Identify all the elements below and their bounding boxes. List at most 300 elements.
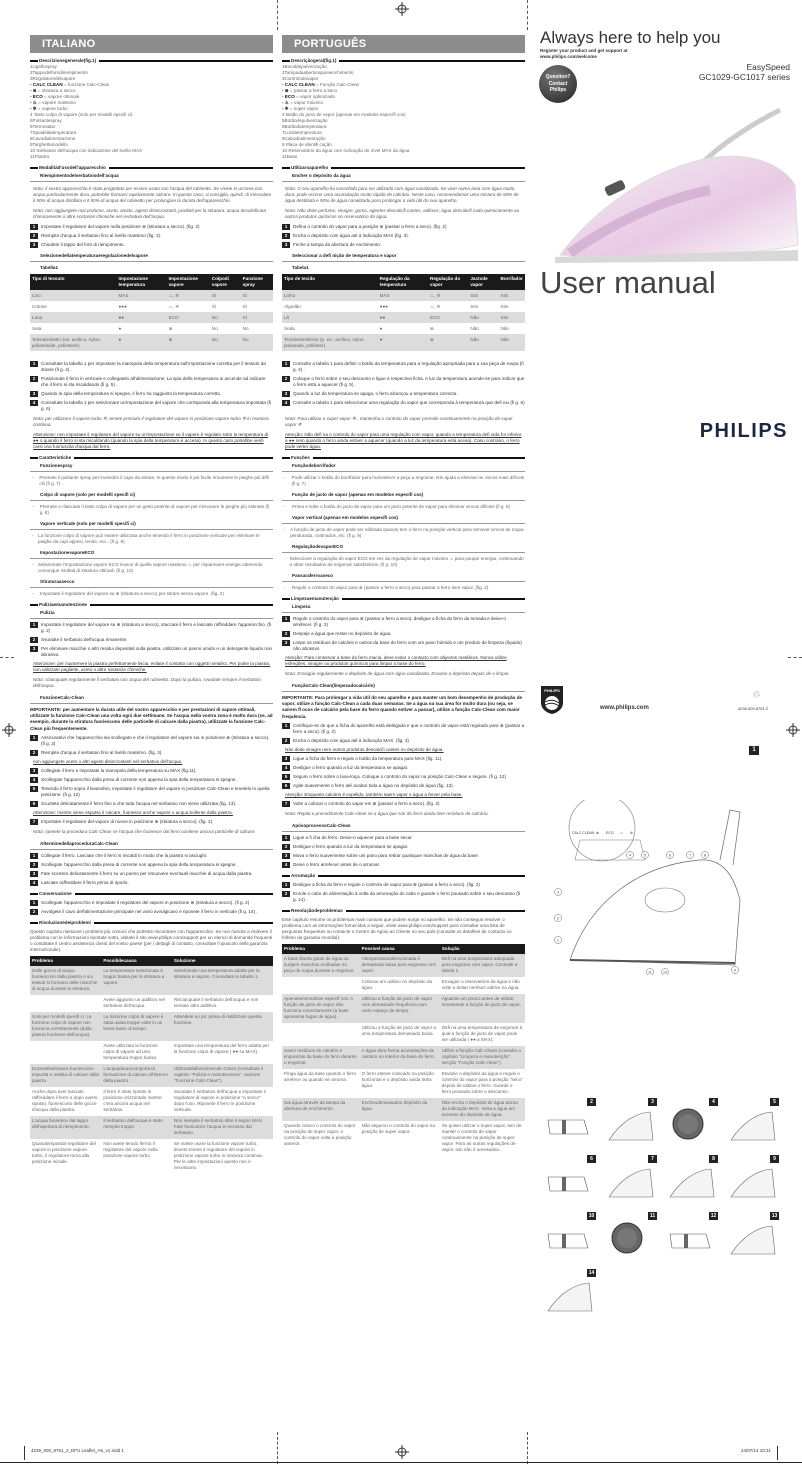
fold-mark xyxy=(0,657,14,658)
bullet-text: A função de jacto de vapor pode ser utilizada quando tem o ferro na posição vertical para remover vincos de roupa pendurada, cortinados, etc. (fi g. 9) . xyxy=(290,527,524,538)
table-row xyxy=(282,977,525,994)
step-text: Regule o controlo do vapor para ⊗ (passar a ferro a seco), desligue a ficha do ferro da tomada e deixe-o arrefecer. (fi g. 2) xyxy=(293,616,506,627)
column-header: Solução xyxy=(440,944,525,954)
step-text: Ligue a fi cha do ferro. Deixe-o aquecer para a base secar. xyxy=(293,834,413,840)
table-cell: No xyxy=(211,325,218,331)
step-text: Lasciate raffreddare il ferro prima di riporlo. xyxy=(41,879,129,885)
bullet-dash: - xyxy=(32,591,34,596)
table-cell: Risciacquate il serbatoio dell'acqua e non versate altro additivo. xyxy=(173,997,259,1009)
item-text: 11Base xyxy=(282,154,298,159)
warning-text: Attenzione: non impostate il regolatore del vapore su un'impostazione se il vapore è regolato sotto la temperatura di ●● o quando il ferro si sta riscaldando (quando la spia della temperatura è accesa). In questo caso potrebbe verifi carsi una fuoriuscita d'acqua dal ferro. xyxy=(33,432,269,449)
table-row xyxy=(282,301,525,312)
item-key: - ✲ xyxy=(30,106,37,111)
callout-6 xyxy=(667,852,674,859)
step-text: Riempite d'acqua il serbatoio fino al livello massimo (fig. 3). xyxy=(41,233,162,238)
table-cell: A água dura forma acumulações de calcário no interior da base do ferro. xyxy=(360,1046,440,1069)
section-heading: Resoluçãodeproblemas xyxy=(282,908,525,914)
column-header: Tipo di tessuto xyxy=(30,274,117,290)
svg-text:10: 10 xyxy=(663,970,667,975)
step-item xyxy=(282,631,525,637)
svg-text:4: 4 xyxy=(629,853,631,858)
callout-7 xyxy=(687,852,694,859)
table-cell: Il serbatoio dell'acqua è stato riempito troppo. xyxy=(101,1116,172,1139)
column-header: Impostazione temperatura xyxy=(117,274,167,290)
step-number: 2 xyxy=(282,631,290,637)
table-cell: Delle gocce di acqua fuoriescono dalla piastra o sui tessuti si formano delle macchie di acqua durante la stiratura. xyxy=(30,966,101,995)
step-item xyxy=(30,735,273,747)
table-cell: Attendete un po' prima di riutilizzare questa funzione. xyxy=(172,1012,273,1041)
step-item xyxy=(30,819,273,825)
section-heading: Descrizionegenerale(fig.1) xyxy=(30,58,273,64)
table-row xyxy=(282,312,525,323)
subsection-heading: Passaraferroaseco xyxy=(282,571,525,582)
section-heading: Arrumação xyxy=(282,873,525,879)
column-header: Jactode vapor xyxy=(468,274,498,290)
item-text: = super vapor xyxy=(288,106,319,111)
note-text: Nota: Enxagúe regularmente o depósito de água com água canalizada. Esvazie o depósito depois de o limpar. xyxy=(285,671,510,676)
table-row xyxy=(30,312,273,323)
item-text: = vapore ottimale xyxy=(42,94,80,99)
figure-number: 6 xyxy=(587,1155,596,1163)
table-cell: Lino xyxy=(30,290,117,301)
table-cell: No xyxy=(242,325,249,331)
table-cell: Sì xyxy=(241,290,273,301)
table-cell: Não xyxy=(468,334,498,351)
dial-label: ✲ xyxy=(630,831,633,835)
table-cell: Sim xyxy=(468,290,498,301)
item-text: = vapore massimo xyxy=(36,100,76,105)
table-cell: ♨, ✲ xyxy=(430,303,441,309)
item-text: = vapor optimizado xyxy=(294,94,335,99)
item-text: 7Luzdatemperatura xyxy=(282,130,322,135)
table-row xyxy=(30,1087,273,1116)
item-text: 1Ugellospray xyxy=(30,64,57,69)
column-header: Regulação do vapor xyxy=(428,274,468,290)
table-cell: Não segurou o controlo do vapor na posição de super vapor. xyxy=(361,1123,435,1135)
step-number: 2 xyxy=(30,637,38,643)
step-number: 4 xyxy=(282,765,290,771)
data-table xyxy=(30,274,273,351)
step-text: Quando la spia della temperatura si spegne, il ferro ha raggiunto la temperatura corretta. xyxy=(41,391,222,396)
bullet-item xyxy=(284,504,525,510)
contact-philips-badge xyxy=(539,65,577,103)
figure-11 xyxy=(605,1212,657,1260)
step-number: 1 xyxy=(30,361,38,367)
table-cell: Impostate una temperatura del ferro adatta per la funzione colpo di vapore ( ●● su MAX). xyxy=(173,1043,270,1055)
subsection-heading: ApósoprocessoCalc-Clean xyxy=(282,821,525,832)
step-item xyxy=(282,844,525,850)
table-cell: Se quiser utilizar o super vapor, tem de manter o controlo de vapor continuamente na posição de super vapor. Para as outras regulações de vapor, isto não é necessário. xyxy=(441,1123,522,1153)
paragraph: Questo capitolo riassume i problemi più comuni che potreste riscontrare con l'apparecchio. Se non riuscite a risolvere il problema con le informazioni riportate sotto, visitate il sito www.philips.com/support per un elenco di domande frequenti o contattate il centro assistenza clienti del vostro paese (per i dettagli di contatto, consultate l'opuscolo della garanzia internazionale). xyxy=(30,928,273,952)
table-cell: Utilizou a função de jacto de vapor a uma temperatura demasiado baixa. xyxy=(361,1025,436,1037)
figure-number: 2 xyxy=(587,1098,596,1106)
step-number: 6 xyxy=(30,801,38,807)
bullet-text: La funzione colpo di vapore può essere utilizzata anche tenendo il ferro in posizione verticale per eliminare le pieghe da capi appesi, tende, ecc.. (fi g. 9) . xyxy=(38,533,260,544)
language-header-portuguese: PORTUGUÊS xyxy=(282,35,525,53)
dial-label: ECO xyxy=(606,831,614,835)
bullet-item xyxy=(32,475,273,487)
bullet-text: Pode utilizar o botão do borrifador para humedecer a peça a engomar. Isto ajuda a eliminar os vincos mais difíceis (fi g. 7) . xyxy=(291,475,525,486)
step-number: 3 xyxy=(30,391,38,397)
note-text: Nota: sciacquate regolarmente il serbatoio con acqua del rubinetto. Dopo la pulizia, svuotate sempre il serbatoio dell'acqua. xyxy=(33,677,261,688)
table-cell: Tecidossintéticos (p. ex.: acrílico, nylon, poliamida, poliéster). xyxy=(282,334,378,351)
column-header: Tipo de tecido xyxy=(282,274,378,290)
warning-text: Attenzione: per mantenere la piastra perfettamente liscia, evitate il contatto con oggetti metallici. Per pulire la piastra, non utilizzate pagliette, aceto o altre sostanze chimiche. xyxy=(33,661,271,672)
step-item xyxy=(282,738,525,744)
item-text: 7Spiadellatemperatura xyxy=(30,130,77,135)
product-name xyxy=(699,62,790,82)
subsection-heading: RegulaçãodevaporECO xyxy=(282,542,525,553)
bullet-dash: - xyxy=(284,504,286,509)
step-number: 2 xyxy=(30,376,38,382)
callout-11 xyxy=(647,969,654,976)
table-cell: ●● xyxy=(378,312,428,323)
column-header: Colpodi vapore xyxy=(210,274,241,290)
step-item xyxy=(282,801,525,807)
step-item xyxy=(30,637,273,643)
table-cell: Sim xyxy=(499,312,526,323)
step-text: Riempite d'acqua il serbatoio fino al livello massimo. (fig. 3) xyxy=(41,749,162,755)
bullet-dash: - xyxy=(284,585,286,590)
step-item xyxy=(30,786,273,798)
page-edge xyxy=(0,1462,802,1463)
step-item xyxy=(282,862,525,868)
item-text: 10 Reservatório da água com indicação do nível MAX da água xyxy=(282,148,410,153)
table-cell: ● xyxy=(117,334,167,351)
step-text: Chiudete il tappo del foro di riempimento. xyxy=(41,242,125,247)
warning-text: non aggiungete aceto o altri agenti disincrostanti nel serbatoio dell'acqua. xyxy=(33,758,183,764)
important-text: IMPORTANTE: Para prolongar a vida útil do seu aparelho e para manter um bom desempenho de produção de vapor, utilize a função Calc-Clean a cada duas semanas. Se a água na sua área for muito dura (ou seja, se saírem fl ocos de calcário pela base do ferro quando estiver a passar), utilize a função Calc-Clean com maior frequência. xyxy=(282,695,523,719)
step-text: Enrole o cabo de alimentação à volta da arrumação do cabo e guarde o ferro pousado sobre o seu descanso (fi g. 14) . xyxy=(293,890,521,902)
step-item xyxy=(282,616,525,628)
step-text: Impostate il regolatore del vapore su ⊗ (stiratura a secco), staccate il ferro e lasciate raffreddare l'apparecchio. (fi g. 2) xyxy=(41,622,272,633)
section-heading: Caratteristiche xyxy=(30,455,273,461)
column-header: Problema xyxy=(282,944,360,954)
table-cell xyxy=(30,995,101,1012)
step-item xyxy=(30,622,273,634)
step-number: 3 xyxy=(282,391,290,397)
item-text: = passar a ferro a seco xyxy=(288,88,338,93)
warning-text: Atenção: Não defi na o controlo do vapor para uma regulação com vapor, quando a temperatura defi nida for inferior a ●● nem quando o ferro ainda estiver a aquecer (quando a luz da temperatura está acesa). Caso contrário, o ferro pode verter água. xyxy=(285,432,522,449)
section-heading: Utilizaroaparelho xyxy=(282,165,525,171)
step-number: 2 xyxy=(30,909,38,915)
table-cell: Avete aggiunto un additivo nel serbatoio dell'acqua. xyxy=(103,997,165,1009)
table-cell: Sai água através da tampa da abertura de enchimento. xyxy=(282,1098,360,1121)
table-cell: Il ferro è stato riposto in posizione orizzontale mentre c'era ancora acqua nel serbatoio. xyxy=(103,1089,162,1113)
step-number: 2 xyxy=(30,862,38,868)
table-cell: Aguarde um pouco antes de utilizar novamente a função de jacto de vapor. xyxy=(440,994,525,1023)
bullet-item xyxy=(284,585,525,591)
bullet-item xyxy=(32,591,273,597)
step-text: Mova o ferro suavemente sobre um pano para retirar quaisquer manchas de água da base. xyxy=(293,852,479,858)
step-number: 3 xyxy=(30,242,38,248)
item-text: 11Piastra xyxy=(30,154,50,159)
figure-number: 8 xyxy=(709,1155,718,1163)
callout-10 xyxy=(662,969,669,976)
step-item xyxy=(30,900,273,906)
product-series: GC1029-GC1017 series xyxy=(698,72,790,82)
item-text: 3Regolatoredelvapore xyxy=(30,76,76,81)
table-cell: Não xyxy=(499,334,526,351)
step-item xyxy=(282,391,525,397)
table-cell: La funzione colpo di vapore è stata usata troppe volte in un breve lasso di tempo. xyxy=(101,1012,172,1041)
figure-1-label: 1 xyxy=(749,746,759,755)
table-cell: O ferro esteve colocado na posição horizontal e o depósito ainda tinha água. xyxy=(361,1071,434,1089)
step-text: Agite suavemente o ferro até acabar toda a água no depósito de água (fig. 13). xyxy=(293,782,454,788)
step-text: Scollegate l'apparecchio dalla presa di corrente non appena la spia della temperatura si spegne. xyxy=(41,861,237,867)
table-cell: Sim xyxy=(470,303,479,309)
bullet-dash: - xyxy=(284,475,286,480)
step-number: 4 xyxy=(282,400,290,406)
table-cell: Cotone xyxy=(32,303,47,309)
step-number: 1 xyxy=(30,622,38,628)
step-number: 6 xyxy=(282,783,290,789)
svg-text:6: 6 xyxy=(669,853,671,858)
table-cell: ♨, ✲ xyxy=(167,290,210,301)
table-cell: No xyxy=(210,312,241,323)
portuguese-content xyxy=(282,58,525,1156)
step-text: Scollegate l'apparecchio dalla presa di corrente non appena la spia della temperatura si spegne. xyxy=(41,776,237,782)
table-row xyxy=(30,1012,273,1041)
step-number: 5 xyxy=(282,774,290,780)
table-cell: Utilize a função Calc-Clean (consulte o capítulo "Limpeza e manutenção", secção "Função Calc-clean"). xyxy=(440,1046,525,1069)
column-header: Impostazione vapore xyxy=(167,274,210,290)
column-header: Possível causa xyxy=(360,944,440,954)
note-text: Nota: per utilizzare il vapore turbo ✲, tenete premuto il regolatore del vapore in posizione vapore turbo ✲ in maniera continua. xyxy=(33,416,269,427)
register-url[interactable]: www.philips.com/welcome xyxy=(540,53,597,59)
note-text: Nota: O seu aparelho foi concebido para ser utilizado com água canalizada. Se viver numa área com água muito dura, pode ocorrer uma acumulação muito rápida de calcário. Neste caso, recomendamos uma mistura de 50% de água destilada e 50% de água canalizada para prolongar a vida útil do seu aparelho. xyxy=(285,186,519,203)
step-number: 4 xyxy=(30,777,38,783)
table-cell: ⊗ xyxy=(167,334,210,351)
step-text: Deixe o ferro arrefecer antes de o arrumar. xyxy=(293,861,381,867)
bullet-dash: - xyxy=(32,475,34,480)
item-text: 8Cabodealimentação xyxy=(282,136,326,141)
table-cell: ●●● xyxy=(379,303,388,309)
table-cell: Pinga água da base quando o ferro arrefece ou quando se arruma. xyxy=(284,1071,357,1083)
table-cell: ECO xyxy=(428,312,468,323)
table-cell: Selezionate una temperatura adatta per la stiratura a vapore. Consultate la tabella 1. xyxy=(172,966,273,995)
fold-mark xyxy=(277,1432,278,1464)
step-item xyxy=(282,853,525,859)
table-cell: Atemperaturaseleccionada é demasiado baixa para engomar com vapor. xyxy=(360,954,440,977)
table-cell: Sì xyxy=(242,303,248,309)
table-cell: Non avete tenuto fermo il regolatore del vapore nella posizione vapore turbo. xyxy=(103,1141,158,1159)
table-cell: Tessutisintetici (es. acrilico, nylon, poliammide, poliestere) xyxy=(30,334,117,351)
fold-mark xyxy=(527,0,528,30)
registration-mark-top xyxy=(395,2,409,16)
callout-1 xyxy=(555,937,562,944)
step-item xyxy=(30,871,273,877)
step-text: Per eliminare macchie o altri residui depositati sulla piastra, utilizzate un panno umido e un detergente liquido non abrasivo. xyxy=(41,646,273,657)
table-cell: A base liberta gotas de água ou surgem manchas molhadas na peça de roupa durante o engomar. xyxy=(282,954,360,977)
step-item xyxy=(30,361,273,373)
figure-number: 7 xyxy=(648,1155,657,1163)
step-text: Posizionate il ferro in verticale e collegatelo all'alimentazione. La spia della temperatura si accende ad indicare che il ferro si sta riscaldando (fi g. 5) . xyxy=(41,376,266,387)
table-row xyxy=(282,1023,525,1046)
step-item xyxy=(30,646,273,658)
step-item xyxy=(30,391,273,397)
table-row xyxy=(282,1069,525,1098)
section-heading: Risoluzionedeiproblemi xyxy=(30,920,273,926)
bullet-item xyxy=(32,562,273,574)
step-item xyxy=(282,891,525,903)
step-item xyxy=(282,640,525,652)
table-cell: Algodão xyxy=(284,303,301,309)
table-cell: UtilizzatelafunzioneCalc-Clean (consultate il capitolo "Pulizia e manutenzione", sezione "Funzione Calc-Clean"). xyxy=(172,1064,273,1087)
bullet-item xyxy=(284,556,525,568)
step-number: 3 xyxy=(30,646,38,652)
step-number: 2 xyxy=(282,233,290,239)
subsection-heading: FunçãoCalc-Clean(limpezadocalcário) xyxy=(282,681,525,692)
step-item xyxy=(30,224,273,230)
table-cell: Sì xyxy=(241,312,273,323)
column-header: Possibilecausa xyxy=(101,956,172,966)
item-text: 1Bocaldepulverização xyxy=(282,64,327,69)
table-cell: Utilizou a função de jacto de vapor com demasiada frequência num curto espaço de tempo. xyxy=(360,994,440,1023)
table-cell xyxy=(282,1023,360,1046)
figure-3 xyxy=(605,1098,657,1146)
step-item xyxy=(30,862,273,868)
table-cell: Enxagúe o reservatório da água e não volte a deitar nenhum aditivo na água. xyxy=(441,979,520,991)
register-line: Register your product and get support at xyxy=(540,48,628,53)
table-cell: ⊗ xyxy=(428,334,468,351)
svg-text:11: 11 xyxy=(648,970,652,975)
step-item xyxy=(282,233,525,239)
item-text: 5Pulsantespray xyxy=(30,118,62,123)
fold-mark xyxy=(277,0,278,30)
table-cell: MAX xyxy=(117,290,167,301)
step-number: 1 xyxy=(282,224,290,230)
description-item xyxy=(30,154,273,160)
step-number: 3 xyxy=(30,768,38,774)
italian-content xyxy=(30,58,273,1174)
step-text: Consulte a tabela 1 para seleccionar uma regulação do vapor que corresponda à temperatura que defi niu (fi g. 6) . xyxy=(293,400,525,411)
bullet-item xyxy=(32,504,273,516)
table-header-row xyxy=(30,274,273,290)
table-cell: L'acquadurancomporta la formazione di calcare all'interno della piastra. xyxy=(101,1064,172,1087)
step-item xyxy=(30,376,273,388)
table-cell: Esvazie o depósito da água e regule o controlo do vapor para a posição "seco" depois de utilizar o ferro. Guarde o ferro pousado sobre o descanso. xyxy=(441,1071,523,1095)
step-text: Encha o depósito com água até à indicação MAX (fig. 3). xyxy=(293,233,409,238)
table-cell: ♨, ✲ xyxy=(428,290,468,301)
bullet-text: Premete e rilasciate il tasto colpo di vapore per un getto potente di vapore per rimuovere le pieghe più ostinate (fi g. 8) . xyxy=(39,504,270,515)
item-text: 4 Tasto colpo di vapore (solo per modelli specifi ci) xyxy=(30,112,133,117)
figure-2 xyxy=(544,1098,596,1146)
bullet-text: Impostate il regolatore del vapore su ⊗ (stiratura a secco) per stirare senza vapore. (fig. 2) xyxy=(40,591,224,596)
figure-12 xyxy=(666,1212,718,1260)
table-cell: Não encha o depósito de água acima da indicação MAX. Verta a água em excesso do depósito de água. xyxy=(440,1098,525,1121)
register-text xyxy=(540,48,628,59)
step-item xyxy=(282,242,525,248)
bullet-dash: - xyxy=(284,556,286,561)
step-text: Avvolgete il cavo dell'alimentazione principale nel vano avvolgicavo e riponete il ferro in verticale (fi g. 14) . xyxy=(41,908,258,914)
table-cell: Quandoimpostoil regolatore del vapore in posizione vapore turbo, il regolatore torna alla posizione iniziale. xyxy=(32,1141,96,1165)
step-text: Impostate il regolatore del vapore di nuovo in posizione ⊗ (stiratura a secco). (fig. 2) xyxy=(41,818,213,824)
table-cell: Saem resíduos de calcário e impurezas da base do ferro durante o engomar. xyxy=(282,1046,360,1069)
figure-1-iron-diagram xyxy=(550,800,750,975)
svg-text:PHILIPS: PHILIPS xyxy=(544,688,560,693)
step-text: Desligue o ferro quando a luz da temperatura se apagar. xyxy=(293,843,409,849)
step-number: 1 xyxy=(30,853,38,859)
figure-4 xyxy=(666,1098,718,1146)
item-text: 6Termostato xyxy=(30,124,56,129)
step-item xyxy=(30,233,273,239)
step-number: 1 xyxy=(282,835,290,841)
table-cell: Não xyxy=(500,325,509,331)
svg-text:1: 1 xyxy=(557,938,559,943)
bullet-dash: - xyxy=(32,562,34,567)
section-heading: Funções xyxy=(282,455,525,461)
bullet-dash: - xyxy=(32,533,34,538)
table-cell: ECO xyxy=(167,312,210,323)
step-item xyxy=(30,909,273,915)
subsection-heading: Pulizia xyxy=(30,608,273,619)
callout-5 xyxy=(642,852,649,859)
table-cell: Se volete usare la funzione vapore turbo, dovete tenere il regolatore del vapore in posizione vapore turbo in maniera continua. Per le altre impostazioni questo non è necessario. xyxy=(173,1141,263,1171)
callout-9 xyxy=(732,967,739,974)
column-header: Funzione spray xyxy=(241,274,273,290)
table-cell: Avete utilizzato la funzione colpo di vapore ad una temperatura troppo bassa. xyxy=(103,1043,158,1061)
table-cell: Não xyxy=(468,312,498,323)
step-item xyxy=(282,376,525,388)
bullet-text: Regule o controlo do vapor para ⊗ (passar a ferro a seco) para passar a ferro sem vapor. (fig. 2) xyxy=(292,585,489,590)
website-link[interactable]: www.philips.com xyxy=(600,705,649,711)
philips-wordmark: PHILIPS xyxy=(699,420,788,442)
step-text: Scollegate l'apparecchio e impostate il regolatore del vapore in posizione ⊗ (stiratura a secco). (fi g. 2) xyxy=(41,899,250,905)
step-item xyxy=(30,880,273,886)
subsection-heading: Seleccionar a defi nição de temperatura e vapor xyxy=(282,251,525,262)
item-key: - CALC CLEAN xyxy=(282,82,315,87)
table-cell: MÁX xyxy=(378,290,428,301)
step-item xyxy=(282,224,525,230)
note-text: Nota: ripetete la procedura Calc-Clean se l'acqua che fuoriesce dal ferro contiene ancora particelle di calcare. xyxy=(33,828,256,834)
bullet-item xyxy=(284,527,525,539)
step-text: Certifique-se de que a ficha do aparelho está desligada e que o controlo de vapor está regulado para ⊗ (passar a ferro a seco). (fi g. 2) xyxy=(293,722,525,734)
item-text: 6Botãodatemperatura xyxy=(282,124,327,129)
cover-page xyxy=(530,0,802,1464)
step-item xyxy=(282,783,525,789)
step-number: 3 xyxy=(282,242,290,248)
item-key: - ECO xyxy=(30,94,43,99)
step-text: Coloque o ferro sobre o seu descanso e ligue a respectiva ficha. A luz da temperatura acende-se para indicar que o ferro está a aquecer (fi g. 5) . xyxy=(293,376,525,387)
step-item xyxy=(30,750,273,756)
table-row xyxy=(282,1121,525,1156)
dial-label: ⊗ xyxy=(596,831,599,835)
section-heading: Conservazione xyxy=(30,891,273,897)
svg-text:7: 7 xyxy=(689,853,691,858)
table-cell: ● xyxy=(378,334,428,351)
item-text: 2Tappodelforodiriempimento xyxy=(30,70,88,75)
table-cell: Sì xyxy=(210,290,241,301)
item-key: - ⊗ xyxy=(282,88,289,93)
figure-10 xyxy=(544,1212,596,1260)
table-cell: Defi na uma temperatura de engomar à qual a função de jacto de vapor pode ser utilizada ( ●● a MAX). xyxy=(441,1025,523,1043)
figure-number: 14 xyxy=(588,1270,595,1276)
table-cell: Lana xyxy=(30,312,117,323)
subsection-heading: Função de jacto de vapor (apenas em modelos específi cos) xyxy=(282,490,525,501)
step-text: Desligue o ferro quando a luz da temperatura se apagar. xyxy=(293,764,409,770)
table-cell: Não xyxy=(470,325,479,331)
callout-3 xyxy=(555,889,562,896)
svg-text:2: 2 xyxy=(557,916,559,921)
item-text: 10 Serbatoio dell'acqua con indicazione del livello MAX xyxy=(30,148,143,153)
item-text: 9 Placa de identifi cação xyxy=(282,142,332,147)
callout-8 xyxy=(702,852,709,859)
table-row xyxy=(30,1041,273,1064)
note-text: Nota: Para utilizar o super vapor ✲ , mantenha o controlo do vapor premido continuamente na posição de super vapor ✲ xyxy=(285,416,513,427)
note-text: Nota: Repita o procedimento Calc-clean se a água que sair do ferro ainda tiver resíduos de calcário. xyxy=(285,810,489,816)
subsection-heading: AlterminedellaproceduraCalc-Clean xyxy=(30,839,273,850)
